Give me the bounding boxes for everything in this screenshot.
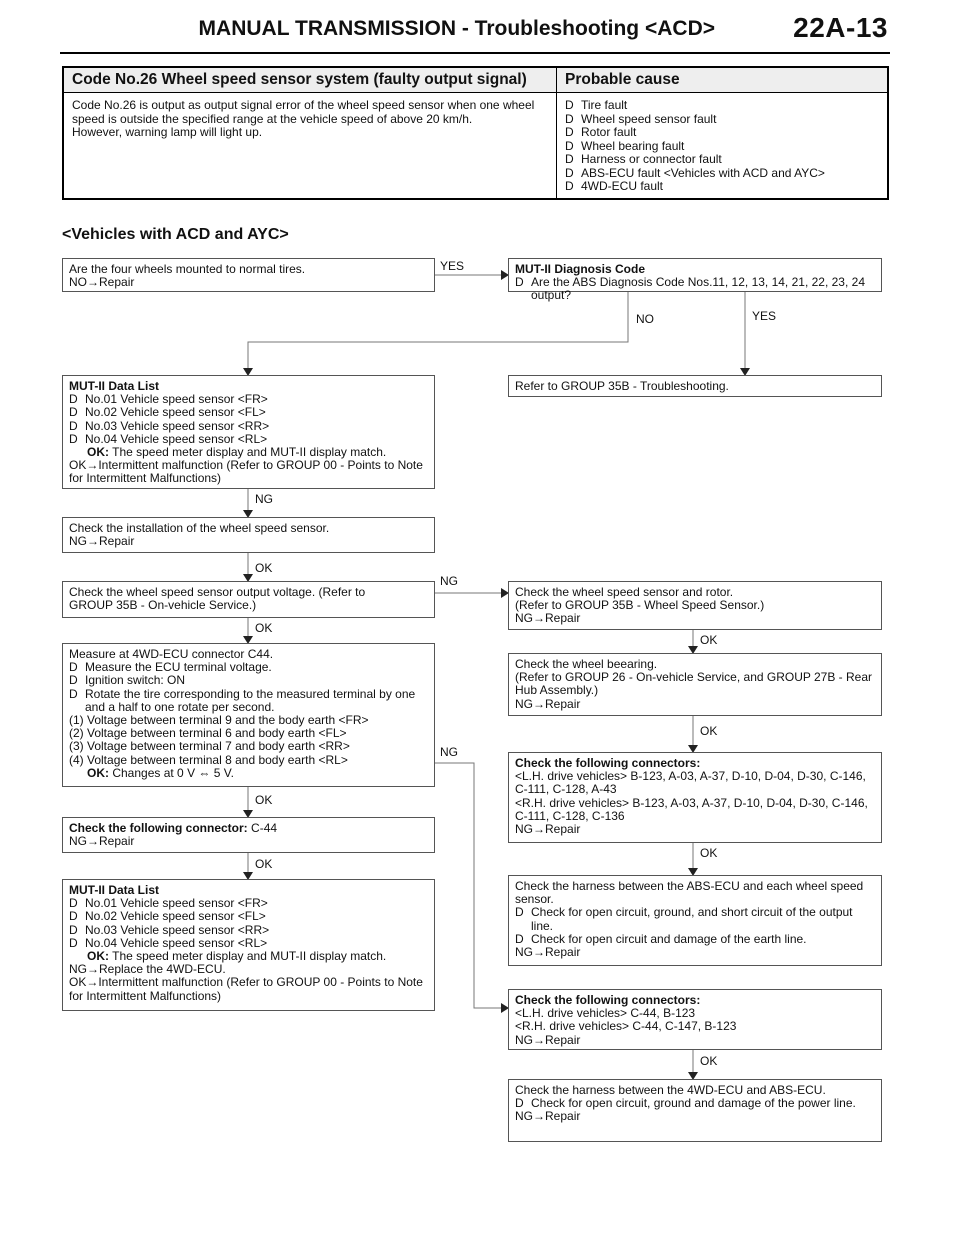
arrow-measure-ng	[435, 763, 508, 1008]
box-title: Check the following connectors:	[515, 756, 701, 770]
check-installation-box: Check the installation of the wheel speed sensor. NG→Repair	[62, 517, 435, 553]
label-ng: NG	[440, 745, 458, 759]
check-connectors-box: Check the following connectors: <L.H. drive vehicles> B-123, A-03, A-37, D-10, D-04, D-30, C-146, C-111, C-128, A-43 <R.H. drive vehicles> B-123, A-03, A-37, D-10, D-04, D-30, C-146, C-111, C-128, C-136 NG→Repair	[508, 752, 882, 843]
refer-group-box: Refer to GROUP 35B - Troubleshooting.	[508, 375, 882, 397]
page-title: MANUAL TRANSMISSION - Troubleshooting <ACD>	[198, 17, 715, 40]
check-output-voltage-box: Check the wheel speed sensor output voltage. (Refer to GROUP 35B - On-vehicle Service.)	[62, 581, 435, 618]
label-no: NO	[636, 312, 654, 326]
label-ok: OK	[700, 724, 718, 738]
label-yes: YES	[440, 259, 465, 273]
label-ng: NG	[440, 574, 458, 588]
page-number: 22A-13	[793, 12, 888, 43]
diagnosis-code-box: MUT-II Diagnosis Code D Are the ABS Diagnosis Code Nos.11, 12, 13, 14, 21, 22, 23, 24 output?	[508, 258, 882, 292]
code-description: Code No.26 is output as output signal error of the wheel speed sensor when one wheel speed is outside the specified range at the vehicle speed of above 20 km/h. However, warning lamp will light up.	[64, 93, 557, 198]
label-yes: YES	[752, 309, 777, 323]
label-ok: OK	[255, 621, 273, 635]
list-item: D 4WD-ECU fault	[565, 179, 664, 193]
label-ok: OK	[700, 633, 718, 647]
arrow-diag-no	[248, 292, 628, 375]
check-tires-box: Are the four wheels mounted to normal tires. NO→Repair	[62, 258, 435, 292]
label-ok: OK	[700, 1054, 718, 1068]
check-connector-c44-box: Check the following connector: C-44 NG→Repair	[62, 817, 435, 853]
list-item: D Wheel bearing fault	[565, 138, 685, 153]
label-ok: OK	[255, 561, 273, 575]
check-wheel-bearing-box: Check the wheel beearing. (Refer to GROUP 26 - On-vehicle Service, and GROUP 27B - Rear Hub Assembly.) NG→Repair	[508, 653, 882, 716]
measure-connector-box: Measure at 4WD-ECU connector C44. D Measure the ECU terminal voltage. D Ignition switch: ON D Rotate the tire corresponding to the measured terminal by one and a half to one rotate per second. (1) Voltage between terminal 9 and the body earth <FR> (2) Voltage between terminal 6 and body earth <FL> (3) Voltage between terminal 7 and body earth <RR> (4) Voltage between terminal 8 and body earth <RL> OK: Changes at 0 V ⇔ 5 V.	[62, 643, 435, 787]
check-connectors-c44-box: Check the following connectors: <L.H. drive vehicles> C-44, B-123 <R.H. drive vehicles> C-44, C-147, B-123 NG→Repair	[508, 989, 882, 1050]
data-list-box: MUT-II Data List D No.01 Vehicle speed sensor <FR> D No.02 Vehicle speed sensor <FL> D No.03 Vehicle speed sensor <RR> D No.04 Vehicle speed sensor <RL> OK: The speed meter display and MUT-II display match. NG→Replace the 4WD-ECU. OK→Intermittent malfunction (Refer to GROUP 00 - Points to Note for Intermittent Malfunctions)	[62, 879, 435, 1011]
probable-cause-heading: Probable cause	[557, 68, 887, 92]
list-item: D Wheel speed sensor fault	[565, 111, 717, 126]
check-harness-4wd-box: Check the harness between the 4WD-ECU and ABS-ECU. D Check for open circuit, ground and damage of the power line. NG→Repair	[508, 1079, 882, 1142]
code-table-heading: Code No.26 Wheel speed sensor system (faulty output signal)	[64, 68, 557, 92]
list-item: D Harness or connector fault	[565, 152, 722, 166]
data-list-box: MUT-II Data List D No.01 Vehicle speed sensor <FR> D No.02 Vehicle speed sensor <FL> D No.03 Vehicle speed sensor <RR> D No.04 Vehicle speed sensor <RL> OK: The speed meter display and MUT-II display match. OK→Intermittent malfunction (Refer to GROUP 00 - Points to Note for Intermittent Malfunctions)	[62, 375, 435, 489]
vehicle-subtitle: <Vehicles with ACD and AYC>	[62, 226, 289, 243]
label-ok: OK	[700, 846, 718, 860]
check-sensor-rotor-box: Check the wheel speed sensor and rotor. (Refer to GROUP 35B - Wheel Speed Sensor.) NG→Repair	[508, 581, 882, 630]
list-item: D Tire fault	[565, 98, 628, 112]
list-item: D Rotor fault	[565, 125, 637, 139]
label-ok: OK	[255, 793, 273, 807]
list-item: D ABS-ECU fault <Vehicles with ACD and AYC>	[565, 165, 825, 180]
label-ng: NG	[255, 492, 273, 506]
label-ok: OK	[255, 857, 273, 871]
box-title: MUT-II Data List	[69, 883, 160, 897]
box-title: MUT-II Diagnosis Code	[515, 262, 646, 276]
box-title: MUT-II Data List	[69, 379, 160, 393]
box-title: Check the following connectors:	[515, 993, 701, 1007]
check-harness-abs-box: Check the harness between the ABS-ECU and each wheel speed sensor. D Check for open circuit, ground, and short circuit of the output line. D Check for open circuit and damage of the earth line. NG→Repair	[508, 875, 882, 966]
